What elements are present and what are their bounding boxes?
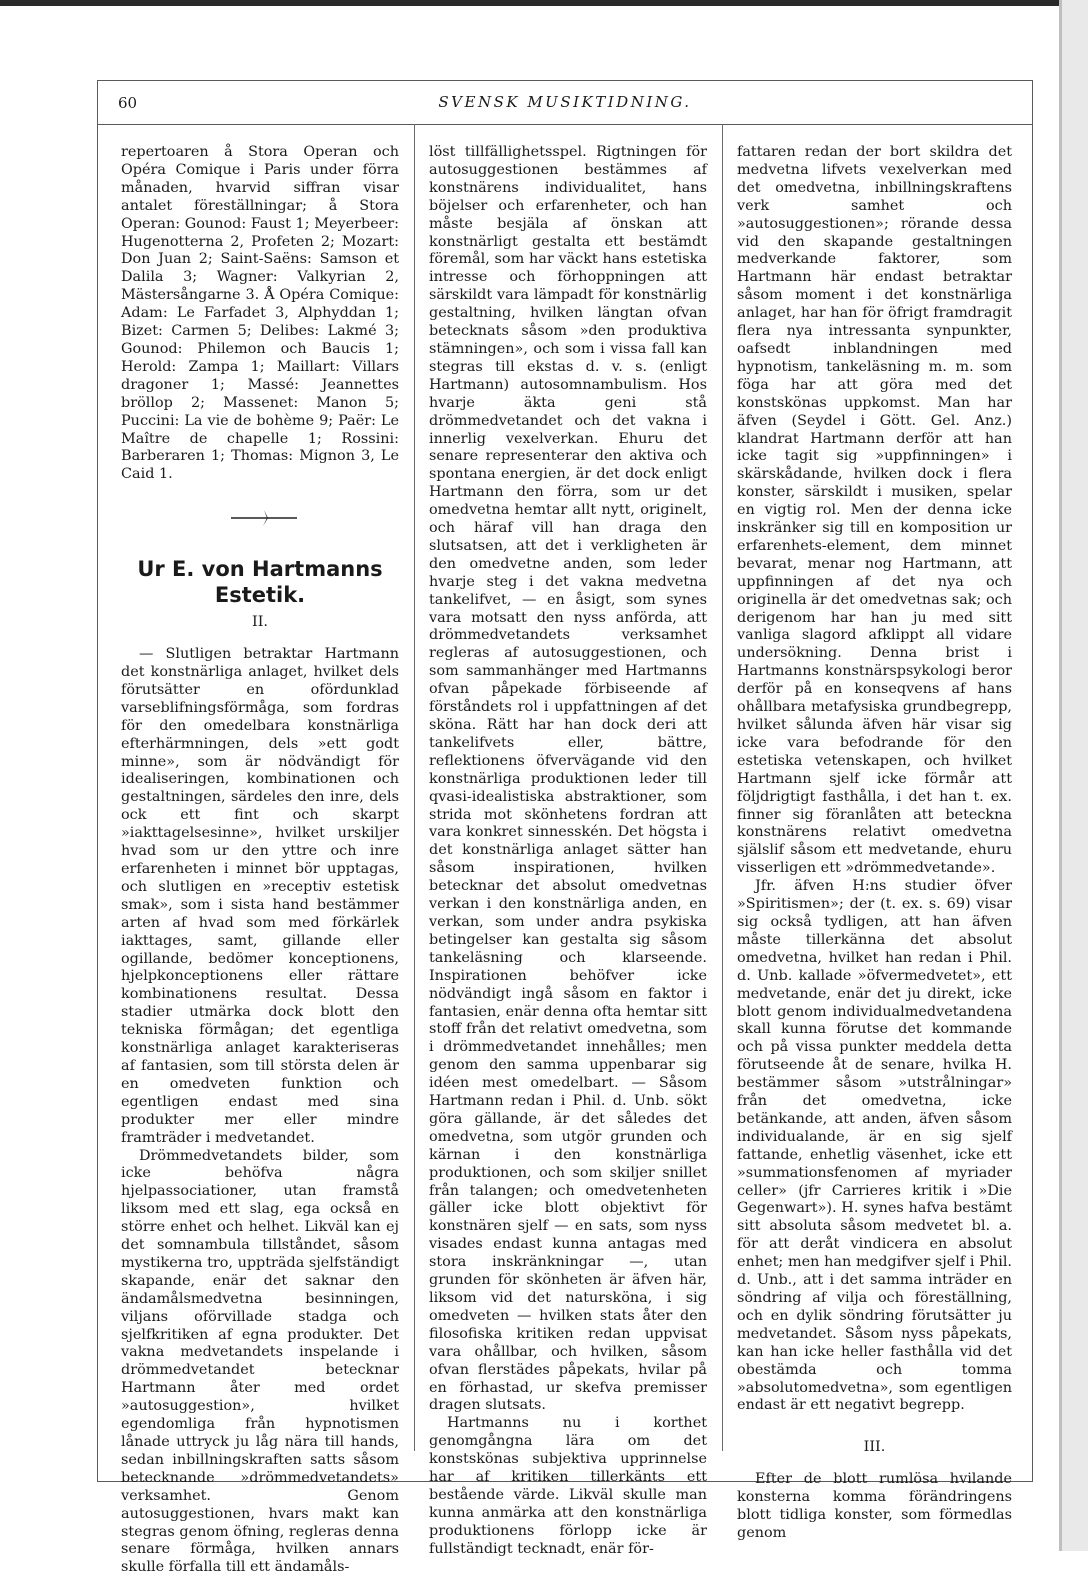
article-paragraph: — Slutligen betraktar Hartmann det konstnärliga anlaget, hvilket dels förutsätter en ofördunklad varseblifningsförmåga, som fordras för den omedelbara konstnärliga efterhärmningen, dels »ett godt minne», som är nödvändigt för idealiseringen, kombinationen och gestaltningen, särdeles den inre, dels ock ett fint och skarpt »iakttagelsesinne», hvilket urskiljer hvad som ur den yttre och inre erfarenheten i minnet bör upptagas, och slutligen en »receptiv estetisk smak», som i sista hand bestämmer arten af hvad som med förkärlek iakttages, samt, gillande eller ogillande, bedömer konceptionens, hjelpkonceptionens eller rättare kombinationens resultat. Dessa stadier utmärka dock blott den tekniska förmågan; det egentliga konstnärliga anlaget karakteriseras af fantasien, som till största delen är en omedveten funktion och egentligen endast med sina produkter mer eller mindre framträder i medvetandet. [121, 646, 399, 1147]
journal-page [97, 80, 1033, 1482]
article-paragraph: fattaren redan der bort skildra det medvetna lifvets vexelverkan med det omedvetna, inbillningskraftens verk samhet och »autosuggestionen»; rörande dessa vid den skapande gestaltningen medverkande faktorer, som Hartmann här endast betraktar såsom moment i det konstnärliga anlaget, har han för öfrigt framdragit flera nya intressanta synpunkter, oafsedt inblandningen med hypnotism, tankeläsning m. m. som föga har att göra med det konstskönas uppkomst. Man har äfven (Seydel i Gött. Gel. Anz.) klandrat Hartmann derför att han icke tagit sig »uppfinningen» i skärskådande, hvilken dock i flera konster, särskildt i musiken, spelar en vigtig rol. Men der denna icke inskränker sig till en komposition ur erfarenhets-element, dem minnet bevarat, menar nog Hartmann, att uppfinningen af det nya och originella är det omedvetnas sak; och derigenom har han ju med sitt vanliga slagord afklippt all vidare undersökning. Denna brist i Hartmanns konstnärspsykologi beror derför på en konseqvens af hans ohållbara metafysiska grundbegrepp, hvilket sålunda äfven här visar sig icke vara befodrande för den estetiska vetenskapen, och hvilket Hartmann sjelf icke förmår att följdrigtigt fasthålla, i det han t. ex. finner sig föranlåten att beteckna konstnärens relativt omedvetna själslif såsom ett medvetande, ehuru visserligen ett »drömmedvetande». [737, 144, 1012, 878]
article-paragraph: Efter de blott rumlösa hvilande konsterna komma förändringens blott tidliga konster, som förmedlas genom [737, 1471, 1012, 1543]
column-2 [429, 144, 707, 1559]
repertoire-paragraph: repertoaren å Stora Operan och Opéra Comique i Paris under förra månaden, hvarvid siffran visar antalet föreställningar; å Stora Operan: Gounod: Faust 1; Meyerbeer: Hugenotterna 2, Profeten 2; Mozart: Don Juan 2; Saint-Saëns: Samson et Dalila 3; Wagner: Valkyrian 2, Mästersångarne 3. Å Opéra Comique: Adam: Le Farfadet 3, Alphyddan 1; Bizet: Carmen 5; Delibes: Lakmé 3; Gounod: Philemon och Baucis 1; Herold: Zampa 1; Maillart: Villars dragoner 1; Massé: Jeannettes bröllop 2; Massenet: Manon 5; Puccini: La vie de bohème 9; Paër: Le Maître de chapelle 1; Rossini: Barberaren 1; Thomas: Mignon 3, Le Caid 1. [121, 144, 399, 484]
section-ornament [121, 506, 399, 530]
article-paragraph: löst tillfällighetsspel. Rigtningen för autosuggestionen bestämmes af konstnärens individualitet, hans böjelser och erfarenheter, och han måste besjäla af önskan att konstnärligt gestalta ett bestämdt föremål, som har väckt hans estetiska intresse och förhoppningen att särskildt vara lämpadt för konstnärlig gestaltning, hvilken längtan ofvan betecknats såsom »den produktiva stämningen», och som i vissa fall kan stegras till ekstas d. v. s. (enligt Hartmann) autosomnambulism. Hos hvarje äkta geni stå drömmedvetandet och det vakna i innerlig vexelverkan. Ehuru det senare representerar den aktiva och spontana energien, är det dock enligt Hartmann den förra, som ur det omedvetna hemtar allt nytt, originelt, och häraf vill han draga den slutsatsen, att det i verkligheten är den omedvetne anden, som leder hvarje steg i det vakna medvetna tankelifvet, — en åsigt, som synes vara motsatt den nyss anförda, att drömmedvetandets verksamhet regleras af autosuggestionen, och som sammanhänger med Hartmanns ofvan påpekade förbiseende af förståndets rol i uppfattningen af det sköna. Rätt har han dock deri att tankelifvets eller, bättre, reflektionens öfvervägande vid den konstnärliga produktionen leder till qvasi-idealistiska abstraktioner, som strida mot skönhetens fordran att vara konkret sinnesskén. Det högsta i det konstnärliga anlaget sätter han såsom inspirationen, hvilken betecknar det absolut omedvetnas verkan i den konstnärliga anden, en verkan, som under andra psykiska betingelser kan gestalta sig såsom tankeläsning och klarseende. Inspirationen behöfver icke nödvändigt ingå såsom en faktor i fantasien, enär denna ofta hemtar sitt stoff från det relativt omedvetna, som i drömmedvetandet innehålles; men genom den samma uppenbarar sig idéen mest omedelbart. — Såsom Hartmann redan i Phil. d. Unb. sökt göra gällande, är det således det omedvetna, som utgör grunden och kärnan i den konstnärliga produktionen, och som skiljer snillet från talangen; och omedvetenheten gäller icke blott objektivt för konstnären sjelf — en sats, som nyss visades endast kunna antagas med stora inskränkningar —, utan grunden för skönheten är äfven här, liksom vid det natursköna, i sig omedveten — hvilken stats åter den filosofiska kritiken redan uppvisat vara ohållbar, och hvilken, såsom ofvan flerstädes påpekats, hvilar på en förhastad, ur skefva premisser dragen slutsats. [429, 144, 707, 1415]
page-number: 60 [118, 94, 137, 112]
column-divider-right [722, 124, 723, 1451]
article-title: Ur E. von Hartmanns Estetik. [121, 556, 399, 608]
article-paragraph: Hartmanns nu i korthet genomgångna lära om det konstskönas subjektiva upprinnelse har af kritiken tillerkänts ett bestående värde. Likväl skulle man kunna anmärka att den konstnärliga produktionens förlopp icke är fullständigt tecknadt, enär för- [429, 1415, 707, 1558]
scan-right-margin [1062, 0, 1088, 1551]
journal-title: SVENSK MUSIKTIDNING. [98, 93, 1032, 111]
article-paragraph: Jfr. äfven H:ns studier öfver »Spiritismen»; der (t. ex. s. 69) visar sig också tydligen, att han äfven måste tillerkänna det absolut omedvetna, hvilket han redan i Phil. d. Unb. kallade »öfvermedvetet», ett medvetande, enär det ju direkt, icke blott genom individualmedvetandena skall kunna förutse det kommande och på vissa punkter meddela detta förutseende åt de senare, hvilka H. bestämmer såsom »utstrålningar» från det omedvetna, icke betänkande, att anden, äfven såsom individualande, är en sig sjelf fattande, enhetlig väsenhet, icke ett »summationsfenomen af myriader celler» (jfr Carrieres kritik i »Die Gegenwart»). H. synes hafva bestämt sitt absoluta såsom medvetet bl. a. för att deråt vindicera en absolut enhet; men han medgifver sjelf i Phil. d. Unb., att i det samma inträder en söndring af vilja och föreställning, och en dylik söndring förutsätter ju medvetandet. Såsom nyss påpekats, kan han icke heller fasthålla vid det obestämda och tomma »absolutomedvetna», som egentligen endast är ett negativt begrepp. [737, 878, 1012, 1415]
article-paragraph: Drömmedvetandets bilder, som icke behöfva några hjelpassociationer, utan framstå liksom med ett slag, ega också en större enhet och helhet. Likväl kan ej det somnambula tillståndet, såsom mystikerna tro, uppträda sjelfständigt skapande, enär det saknar den ändamålsmedvetna besinningen, viljans oförvillade stadga och sjelfkritiken af egna produkter. Det vakna medvetandets inspelande i drömmedvetandet betecknar Hartmann åter med ordet »autosuggestion», hvilket egendomliga från hypnotismen lånade uttryck ju låg nära till hands, sedan inbillningskraften satts såsom betecknande »drömmedvetandets» verksamhet. Genom autosuggestionen, hvars makt kan stegras genom öfning, regleras denna senare förmåga, hvilken annars skulle förfalla till ett ändamåls- [121, 1148, 399, 1577]
column-divider-left [414, 124, 415, 1451]
column-3 [737, 144, 1012, 1543]
running-header [98, 81, 1032, 125]
divider-ornament-icon [121, 506, 399, 530]
section-number-iii: III. [737, 1439, 1012, 1457]
section-number-ii: II. [121, 614, 399, 632]
scan-top-edge [0, 0, 1088, 6]
column-1 [121, 144, 399, 1577]
